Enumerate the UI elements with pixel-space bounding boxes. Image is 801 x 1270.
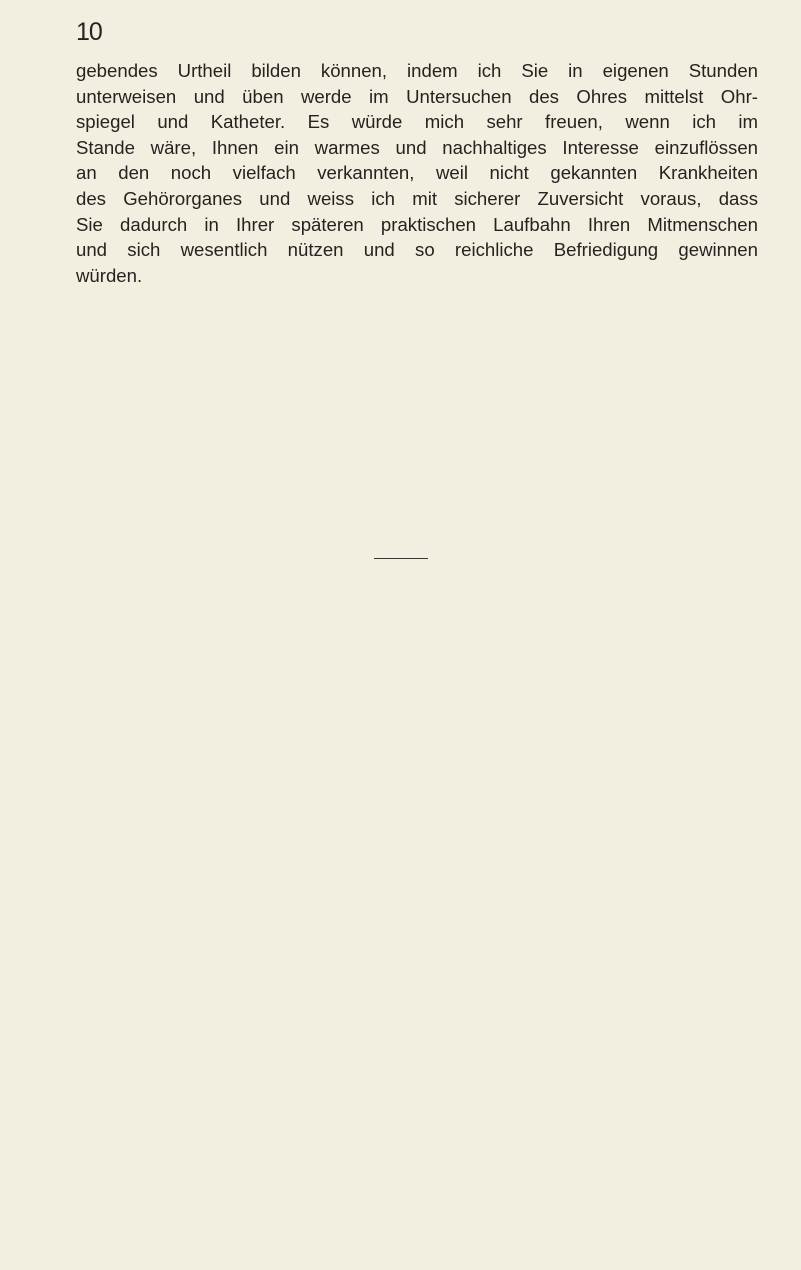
text-line: an den noch vielfach verkannten, weil nicht gekannten Krankheiten bbox=[76, 162, 758, 184]
text-line: Stande wäre, Ihnen ein warmes und nachhaltiges Interesse einzuflössen bbox=[76, 136, 758, 158]
section-divider bbox=[374, 558, 428, 559]
text-line: würden. bbox=[76, 264, 143, 286]
text-line: gebendes Urtheil bilden können, indem ich Sie in eigenen Stunden bbox=[76, 60, 758, 81]
page-number: 10 bbox=[76, 18, 102, 46]
text-line: spiegel und Katheter. Es würde mich sehr freuen, wenn ich im bbox=[76, 111, 758, 133]
text-line: des Gehörorganes und weiss ich mit sicherer Zuversicht voraus, dass bbox=[76, 187, 758, 209]
text-line: und sich wesentlich nützen und so reichliche Befriedigung gewinnen bbox=[76, 239, 758, 261]
text-line: unterweisen und üben werde im Untersuchen des Ohres mittelst Ohr- bbox=[76, 85, 758, 107]
body-paragraph bbox=[76, 58, 758, 288]
text-line: Sie dadurch in Ihrer späteren praktischen Laufbahn Ihren Mitmenschen bbox=[76, 213, 758, 235]
